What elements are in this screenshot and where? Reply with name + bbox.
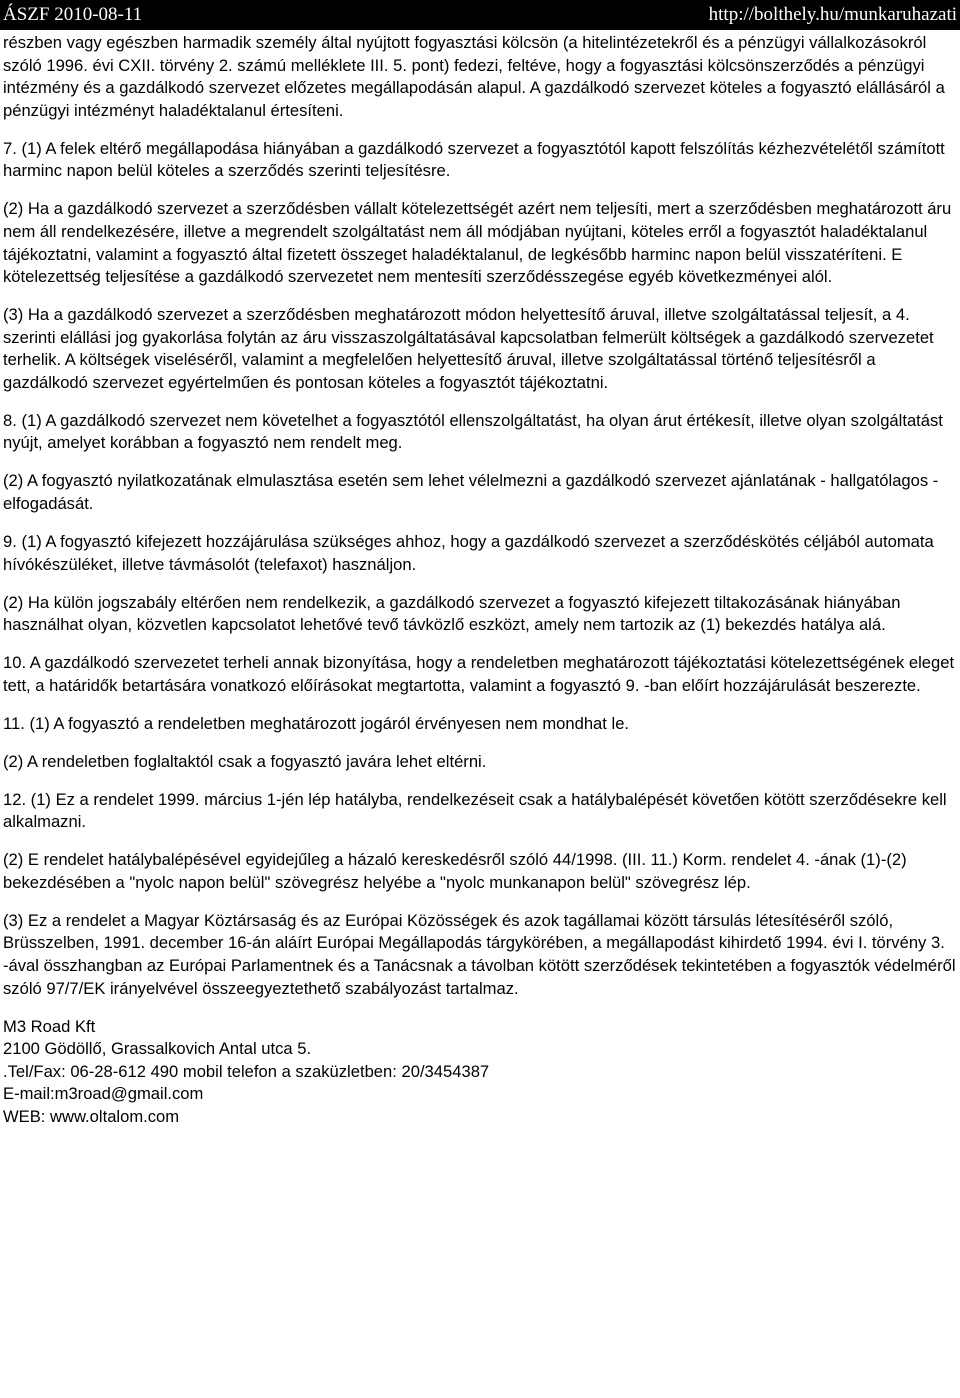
paragraph-9-1: 9. (1) A fogyasztó kifejezett hozzájárulása szükséges ahhoz, hogy a gazdálkodó szervezet a szerződéskötés céljából automata hívókészüléket, illetve távmásolót (telefaxot) használjon. <box>3 532 934 574</box>
paragraph-12-3: (3) Ez a rendelet a Magyar Köztársaság és az Európai Közösségek és azok tagállamai között társulás létesítéséről szóló, Brüsszelben, 1991. december 16-án aláírt Európai Megállapodás tárgykörében, a megállapodást kihirdető 1994. évi I. törvény 3. -ával összhangban az Európai Parlamentnek és a Tanácsnak a távolban kötött szerződések tekintetében a fogyasztók védelméről szóló 97/7/EK irányelvével összeegyeztethető szabályozást tartalmaz. <box>3 910 956 998</box>
paragraph-12-1: 12. (1) Ez a rendelet 1999. március 1-jén lép hatályba, rendelkezéseit csak a hatálybalépését követően kötött szerződésekre kell alkalmazni. <box>3 789 947 832</box>
company-phone: .Tel/Fax: 06-28-612 490 mobil telefon a szaküzletben: 20/3454387 <box>3 1061 490 1081</box>
paragraph-8-2: (2) A fogyasztó nyilatkozatának elmulasztása esetén sem lehet vélelmezni a gazdálkodó szervezet ajánlatának - hallgatólagos - elfogadását. <box>3 471 939 514</box>
company-email: E-mail:m3road@gmail.com <box>3 1084 204 1104</box>
contact-footer <box>3 1016 957 1129</box>
paragraph-8-1: 8. (1) A gazdálkodó szervezet nem követelhet a fogyasztótól ellenszolgáltatást, ha olyan árut értékesít, illetve olyan szolgáltatást nyújt, amelyet korábban a fogyasztó nem rendelt meg. <box>3 410 943 453</box>
company-name: M3 Road Kft <box>3 1016 96 1036</box>
paragraph-11-1: 11. (1) A fogyasztó a rendeletben meghatározott jogáról érvényesen nem mondhat le. <box>3 713 630 733</box>
paragraph-7-2: (2) Ha a gazdálkodó szervezet a szerződésben vállalt kötelezettségét azért nem teljesíti, mert a szerződésben meghatározott áru nem áll rendelkezésére, illetve a megrendelt szolgáltatást nem áll módjában nyújtani, köteles erről a fogyasztót haladéktalanul tájékoztatni, valamint a fogyasztó által fizetett összeget haladéktalanul, de legkésőbb harminc napon belül visszatéríteni. E kötelezettség teljesítése a gazdálkodó szervezetet nem mentesíti szerződésszegése egyéb következményei alól. <box>3 199 952 287</box>
paragraph-7-3: (3) Ha a gazdálkodó szervezet a szerződésben meghatározott módon helyettesítő áruval, illetve szolgáltatással teljesít, a 4. szerinti elállási jog gyakorlása folytán az áru visszaszolgáltatásával kapcsolatban felmerült költségek a gazdálkodó szervezetet terhelik. A költségek viseléséről, valamint a megfelelően helyettesítő áruval, illetve szolgáltatással történő teljesítésről a gazdálkodó szervezet egyértelműen és pontosan köteles a fogyasztót tájékoztatni. <box>3 305 934 392</box>
company-web: WEB: www.oltalom.com <box>3 1107 180 1127</box>
paragraph-intro: részben vagy egészben harmadik személy által nyújtott fogyasztási kölcsön (a hitelintézetekről és a pénzügyi vállalkozásokról szóló 1996. évi CXII. törvény 2. számú melléklete III. 5. pont) fedezi, feltéve, hogy a fogyasztási kölcsönszerződés a pénzügyi intézmény és a gazdálkodó szervezet előzetes megállapodásán alapul. A gazdálkodó szervezet köteles a fogyasztó elállásáról a pénzügyi intézményt haladéktalanul értesíteni. <box>3 33 945 120</box>
paragraph-12-2: (2) E rendelet hatálybalépésével egyidejűleg a házaló kereskedésről szóló 44/1998. (III. 11.) Korm. rendelet 4. -ának (1)-(2) bekezdésében a "nyolc napon belül" szövegrész helyébe a "nyolc munkanapon belül" szövegrész lép. <box>3 850 907 892</box>
paragraph-9-2: (2) Ha külön jogszabály eltérően nem rendelkezik, a gazdálkodó szervezet a fogyasztó kifejezett tiltakozásának hiányában használhat olyan, közvetlen kapcsolatot lehetővé tevő távközlő eszközt, amely nem tartozik az (1) bekezdés hatálya alá. <box>3 592 901 635</box>
document-body <box>3 32 957 1129</box>
page-header <box>0 0 960 30</box>
company-address: 2100 Gödöllő, Grassalkovich Antal utca 5. <box>3 1039 312 1059</box>
header-url: http://bolthely.hu/munkaruhazati <box>708 4 957 25</box>
header-date: ÁSZF 2010-08-11 <box>3 4 143 25</box>
paragraph-11-2: (2) A rendeletben foglaltaktól csak a fogyasztó javára lehet eltérni. <box>3 751 487 771</box>
paragraph-10: 10. A gazdálkodó szervezetet terheli annak bizonyítása, hogy a rendeletben meghatározott tájékoztatási kötelezettségének eleget tett, a határidők betartására vonatkozó előírásokat megtartotta, valamint a fogyasztó 9. -ban előírt hozzájárulását beszerezte. <box>3 653 955 695</box>
paragraph-7-1: 7. (1) A felek eltérő megállapodása hiányában a gazdálkodó szervezet a fogyasztótól kapott felszólítás kézhezvételétől számított harminc napon belül köteles a szerződés szerinti teljesítésre. <box>3 138 945 181</box>
